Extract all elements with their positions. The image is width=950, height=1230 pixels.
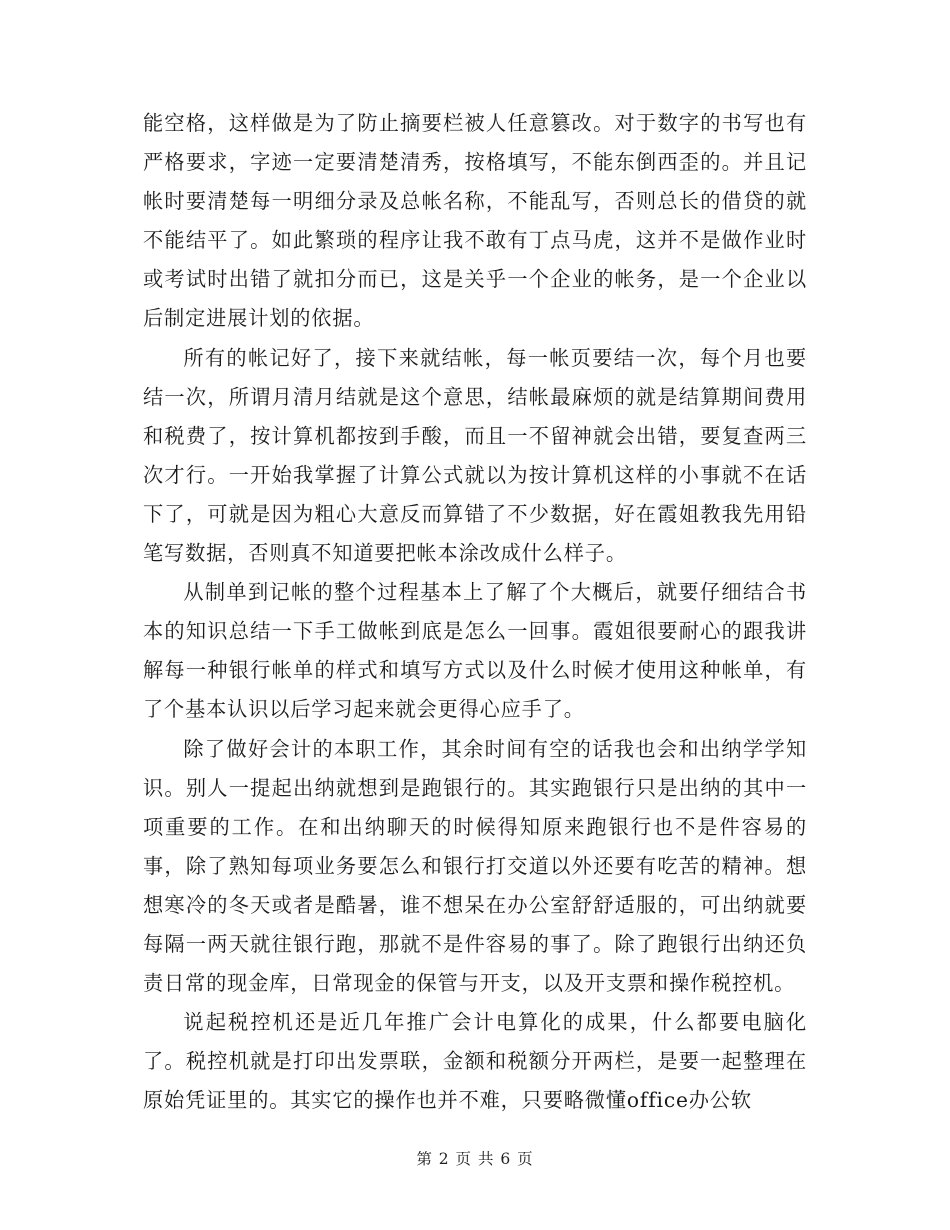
paragraph-3: 从制单到记帐的整个过程基本上了解了个大概后，就要仔细结合书本的知识总结一下手工做帐到底是怎么一回事。霞姐很要耐心的跟我讲解每一种银行帐单的样式和填写方式以及什么时候才使用这种帐单，有了个基本认识以后学习起来就会更得心应手了。 (143, 580, 807, 722)
page-footer: 第 2 页 共 6 页 (416, 1150, 534, 1168)
paragraph-2: 所有的帐记好了，接下来就结帐，每一帐页要结一次，每个月也要结一次，所谓月清月结就是这个意思，结帐最麻烦的就是结算期间费用和税费了，按计算机都按到手酸，而且一不留神就会出错，要复查两三次才行。一开始我掌握了计算公式就以为按计算机这样的小事就不在话下了，可就是因为粗心大意反而算错了不少数据，好在霞姐教我先用铅笔写数据，否则真不知道要把帐本涂改成什么样子。 (143, 345, 807, 566)
paragraph-1: 能空格，这样做是为了防止摘要栏被人任意篡改。对于数字的书写也有严格要求，字迹一定要清楚清秀，按格填写，不能东倒西歪的。并且记帐时要清楚每一明细分录及总帐名称，不能乱写，否则总长的借贷的就不能结平了。如此繁琐的程序让我不敢有丁点马虎，这并不是做作业时或考试时出错了就扣分而已，这是关乎一个企业的帐务，是一个企业以后制定进展计划的依据。 (143, 111, 807, 331)
paragraph-5: 说起税控机还是近几年推广会计电算化的成果，什么都要电脑化了。税控机就是打印出发票联，金额和税额分开两栏，是要一起整理在原始凭证里的。其实它的操作也并不难，只要略微懂office办公软 (143, 1010, 807, 1113)
document-body (143, 104, 807, 1120)
paragraph-4: 除了做好会计的本职工作，其余时间有空的话我也会和出纳学学知识。别人一提起出纳就想到是跑银行的。其实跑银行只是出纳的其中一项重要的工作。在和出纳聊天的时候得知原来跑银行也不是件容易的事，除了熟知每项业务要怎么和银行打交道以外还要有吃苦的精神。想想寒冷的冬天或者是酷暑，谁不想呆在办公室舒舒适服的，可出纳就要每隔一两天就往银行跑，那就不是件容易的事了。除了跑银行出纳还负责日常的现金库，日常现金的保管与开支，以及开支票和操作税控机。 (143, 736, 807, 996)
